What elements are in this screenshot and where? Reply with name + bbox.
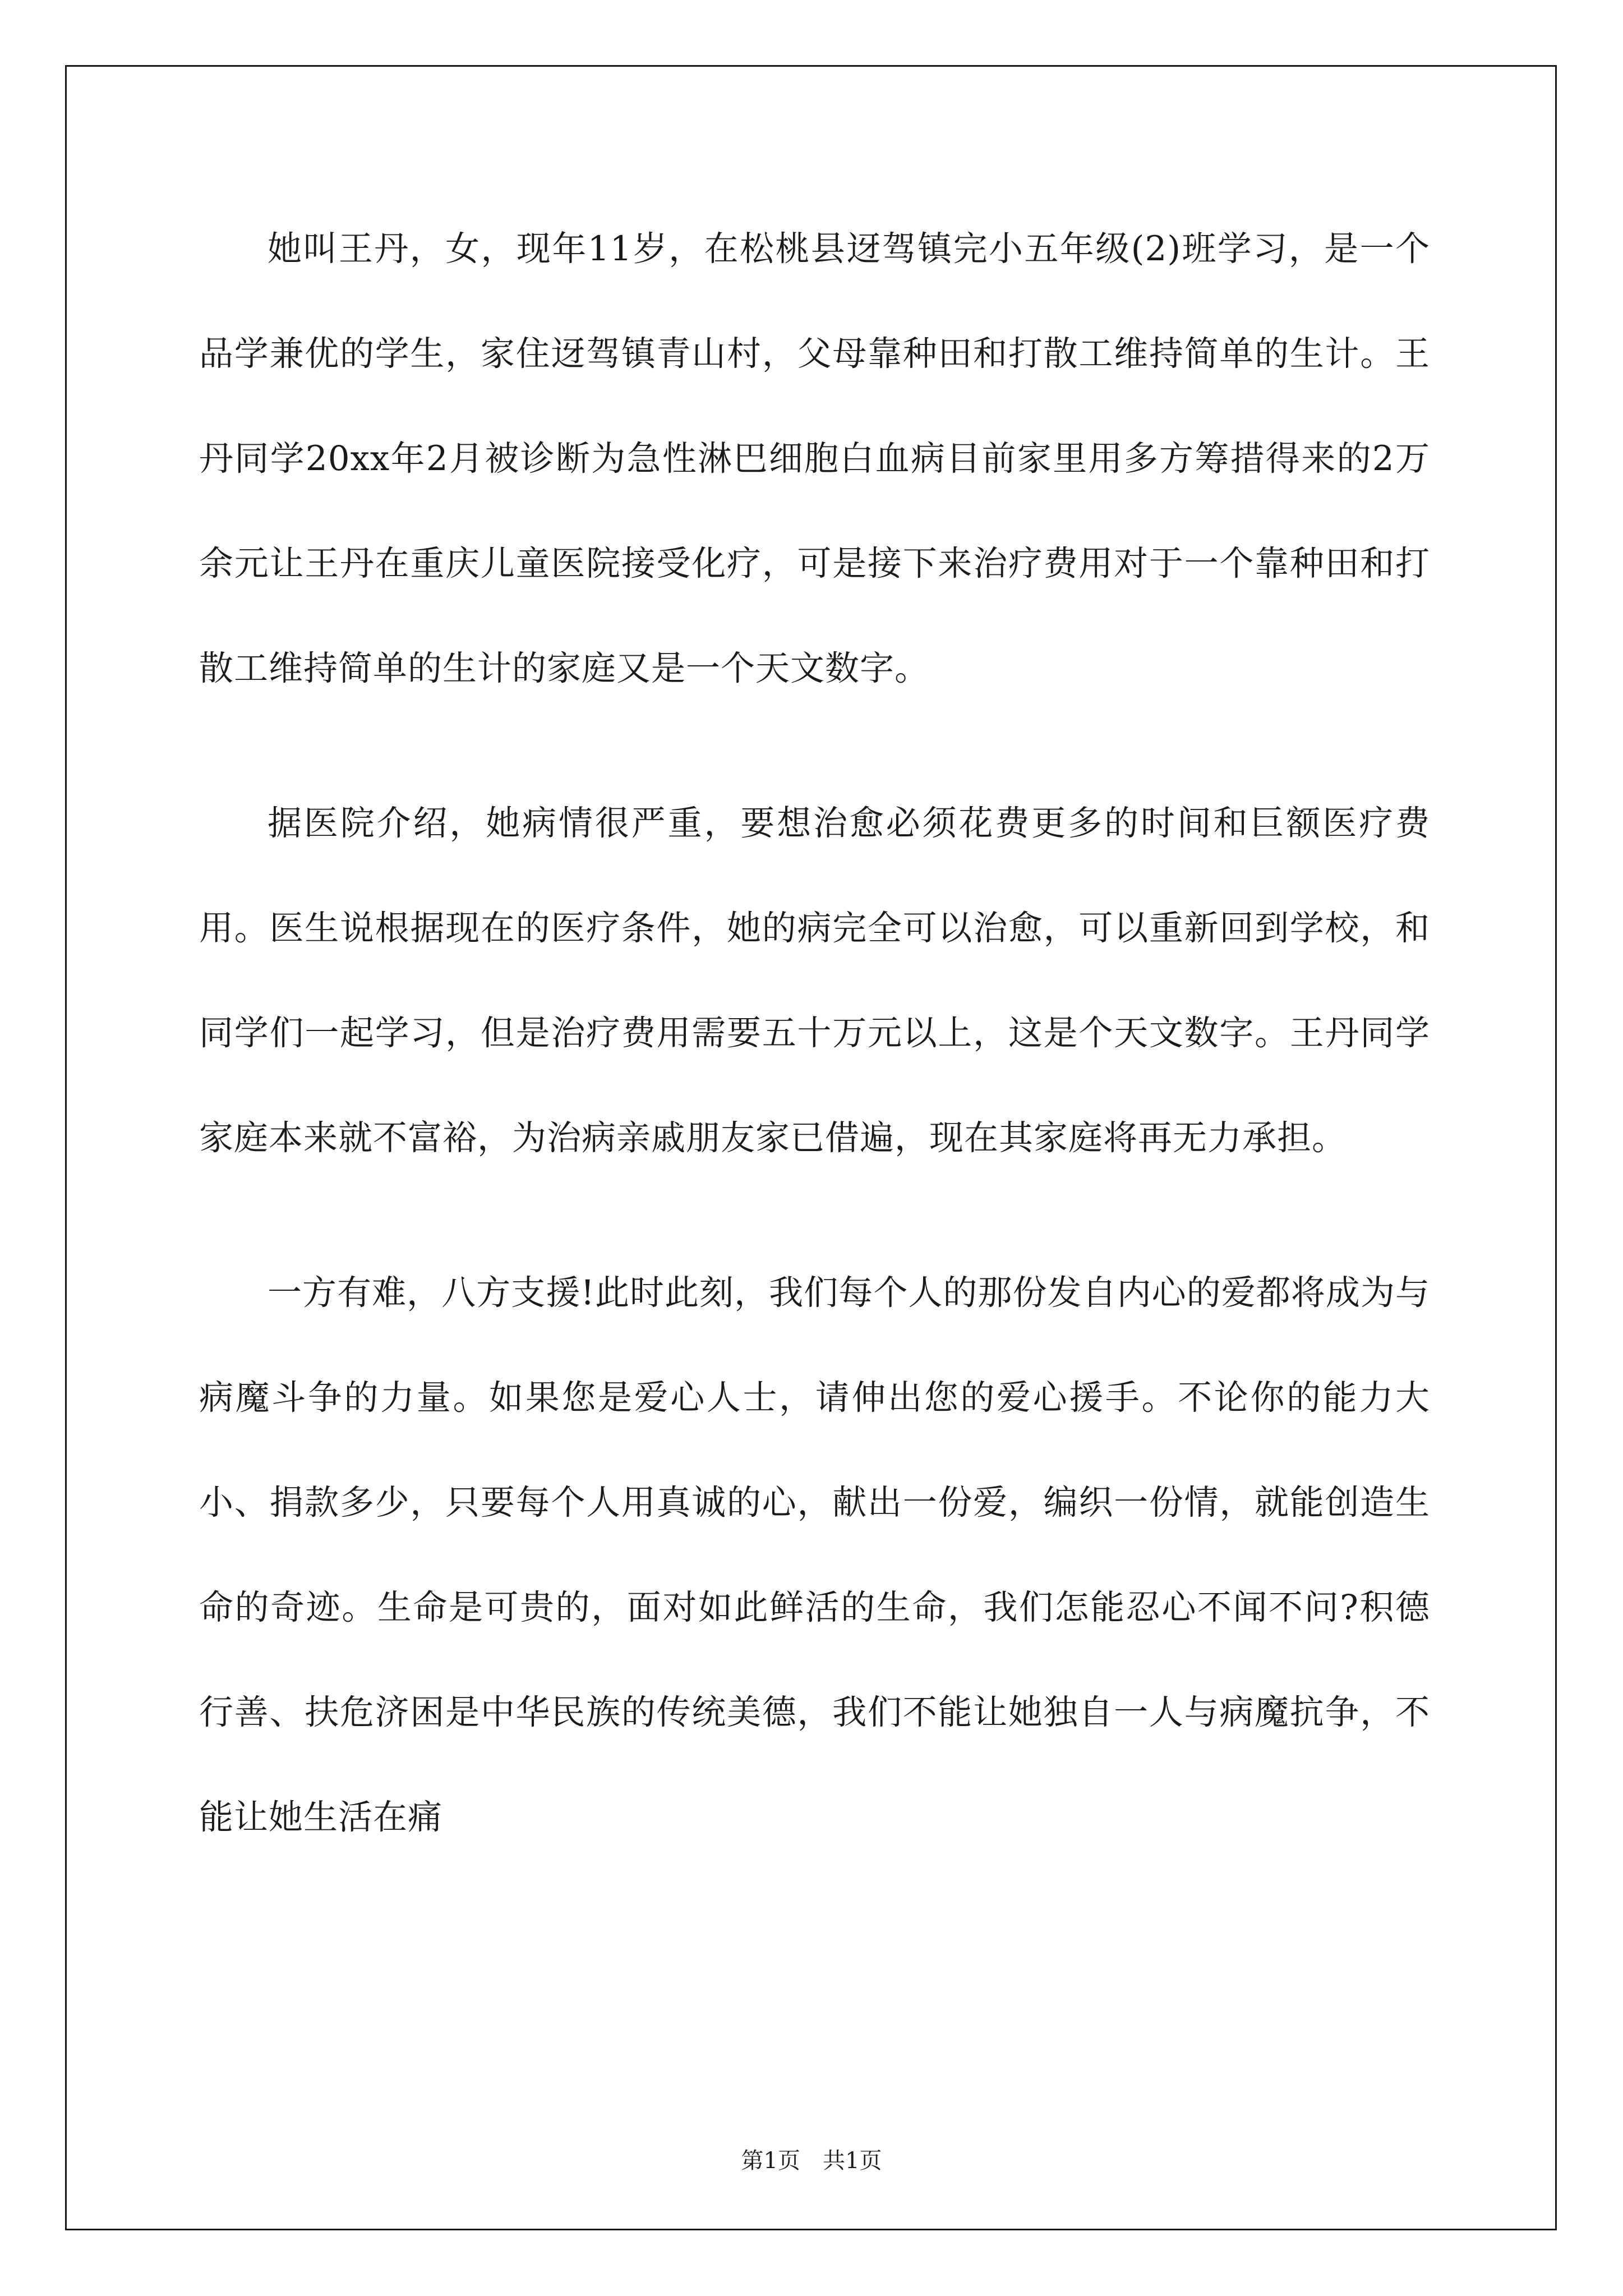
paragraph-1: 她叫王丹，女，现年11岁，在松桃县迓驾镇完小五年级(2)班学习，是一个品学兼优的学生，家住迓驾镇青山村，父母靠种田和打散工维持简单的生计。王丹同学20xx年2月被诊断为急性淋巴细胞白血病目前家里用多方筹措得来的2万余元让王丹在重庆儿童医院接受化疗，可是接下来治疗费用对于一个靠种田和打散工维持简单的生计的家庭又是一个天文数字。: [199, 229, 1430, 688]
page-footer: 第1页 共1页: [741, 2148, 882, 2174]
paragraph-3: 一方有难，八方支援!此时此刻，我们每个人的那份发自内心的爱都将成为与病魔斗争的力量。如果您是爱心人士，请伸出您的爱心援手。不论你的能力大小、捐款多少，只要每个人用真诚的心，献出一份爱，编织一份情，就能创造生命的奇迹。生命是可贵的，面对如此鲜活的生命，我们怎能忍心不闻不问?积德行善、扶危济困是中华民族的传统美德，我们不能让她独自一人与病魔抗争，不能让她生活在痛: [199, 1273, 1430, 1837]
document-body: [199, 196, 1430, 1920]
paragraph-2: 据医院介绍，她病情很严重，要想治愈必须花费更多的时间和巨额医疗费用。医生说根据现在的医疗条件，她的病完全可以治愈，可以重新回到学校，和同学们一起学习，但是治疗费用需要五十万元以上，这是个天文数字。王丹同学家庭本来就不富裕，为治病亲戚朋友家已借遍，现在其家庭将再无力承担。: [199, 803, 1430, 1158]
